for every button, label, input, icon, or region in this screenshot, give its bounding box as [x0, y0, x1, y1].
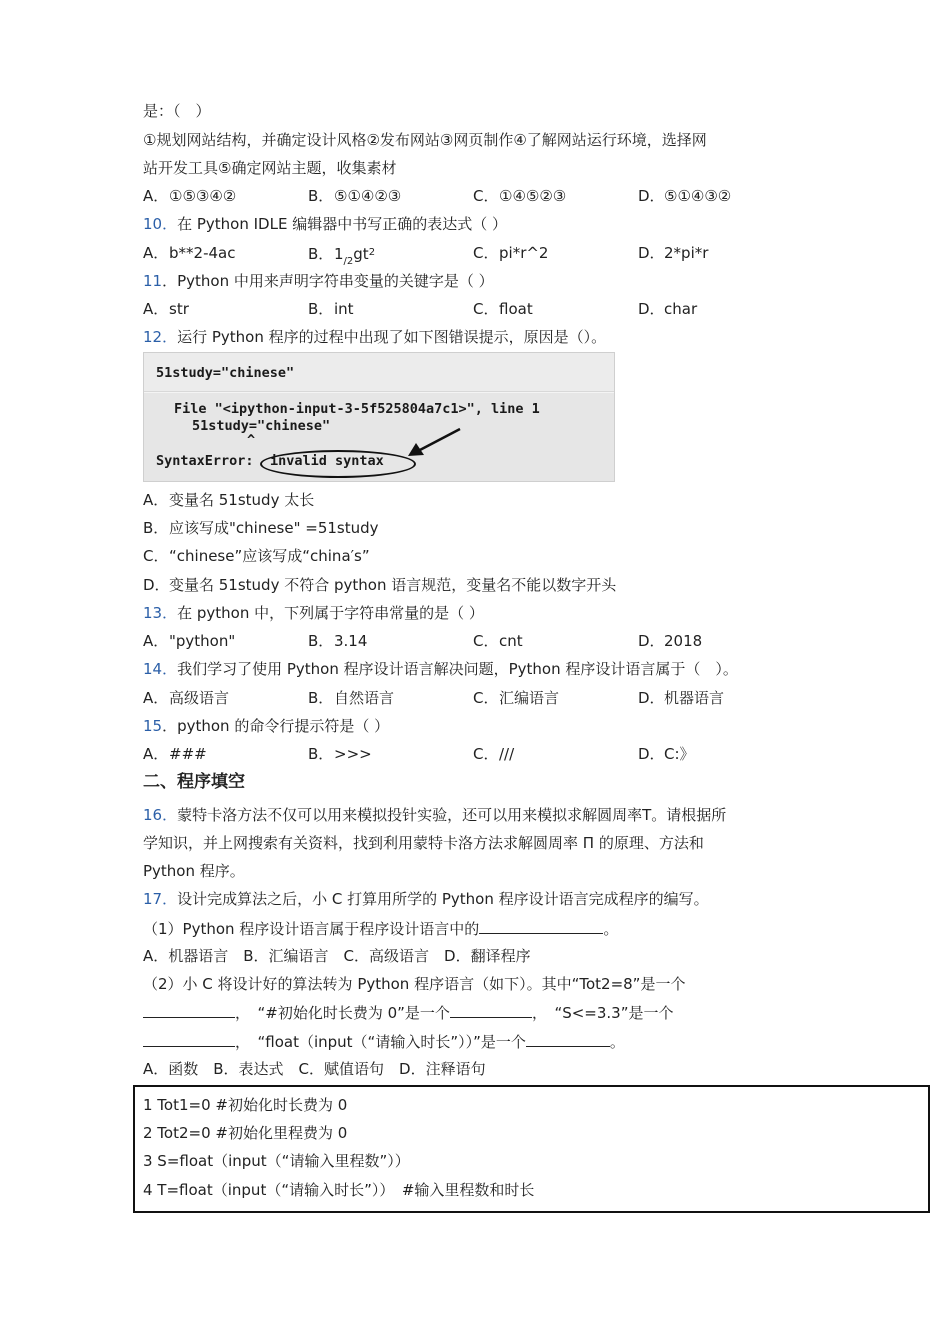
q10-number: 10．	[143, 215, 178, 233]
q11-option-a: A．str	[143, 300, 189, 318]
q11-option-d: D．char	[638, 300, 698, 318]
code-line: 3 S=float（input（“请输入里程数”））	[143, 1152, 410, 1170]
answer-blank-3[interactable]	[450, 1002, 532, 1018]
q10-stem: 10．在 Python IDLE 编辑器中书写正确的表达式（ ）	[143, 215, 507, 233]
q12-stem: 12．运行 Python 程序的过程中出现了如下图错误提示，原因是（）。	[143, 328, 607, 346]
answer-blank-2[interactable]	[143, 1002, 235, 1018]
q9-option-b: B．⑤①④②③	[308, 187, 402, 205]
q12-option-b: B．应该写成"chinese" =51study	[143, 519, 379, 537]
q15-option-c: C．///	[473, 745, 515, 763]
q10-option-c: C．pi*r^2	[473, 244, 549, 262]
q10-option-d: D．2*pi*r	[638, 244, 709, 262]
error-label: SyntaxError:	[156, 453, 254, 469]
q12-number: 12．	[143, 328, 178, 346]
q13-option-b: B．3.14	[308, 632, 368, 650]
error-file-line: File "<ipython-input-3-5f525804a7c1>", line 1	[174, 401, 540, 417]
q9-stem-tail: 是：（ ）	[143, 102, 211, 120]
q14-option-c: C．汇编语言	[473, 689, 560, 707]
q11-option-b: B．int	[308, 300, 354, 318]
q9-option-d: D．⑤①④③②	[638, 187, 732, 205]
q9-option-c: C．①④⑤②③	[473, 187, 567, 205]
q17-part1-options: A．机器语言 B．汇编语言 C．高级语言 D．翻译程序	[143, 947, 531, 965]
q15-stem: 15．python 的命令行提示符是（ ）	[143, 717, 390, 735]
q17-part2-line2: ， “#初始化时长费为 0”是一个 ， “S<=3.3”是一个	[143, 1002, 674, 1023]
q13-stem: 13．在 python 中，下列属于字符串常量的是（ ）	[143, 604, 484, 622]
q16-line1: 16．蒙特卡洛方法不仅可以用来模拟投针实验，还可以用来模拟求解圆周率T。请根据所	[143, 806, 727, 824]
q17-stem: 17．设计完成算法之后，小 C 打算用所学的 Python 程序设计语言完成程序的编写。	[143, 890, 709, 908]
q16-number: 16．	[143, 806, 178, 824]
q11-option-c: C．float	[473, 300, 533, 318]
q16-line2: 学知识，并上网搜索有关资料，找到利用蒙特卡洛方法求解圆周率 Π 的原理、方法和	[143, 834, 704, 852]
q11-number: 11	[143, 272, 163, 290]
code-line: 2 Tot2=0 #初始化里程费为 0	[143, 1124, 348, 1142]
section-heading: 二、程序填空	[143, 772, 245, 792]
q9-option-a: A．①⑤③④②	[143, 187, 237, 205]
q13-option-a: A．"python"	[143, 632, 236, 650]
error-message: invalid syntax	[270, 453, 384, 469]
q13-option-c: C．cnt	[473, 632, 523, 650]
q14-option-a: A．高级语言	[143, 689, 230, 707]
q14-option-b: B．自然语言	[308, 689, 395, 707]
q16-line3: Python 程序。	[143, 862, 245, 880]
error-caret: ^	[247, 432, 256, 448]
error-source-line: 51study="chinese"	[192, 418, 331, 434]
code-line: 4 T=float（input（“请输入时长”）） #输入里程数和时长	[143, 1181, 535, 1199]
q12-option-c: C．“chinese”应该写成“china′s”	[143, 547, 370, 565]
q11-stem: 11．Python 中用来声明字符串变量的关键字是（ ）	[143, 272, 494, 290]
q14-option-d: D．机器语言	[638, 689, 725, 707]
q17-part2-line1: （2）小 C 将设计好的算法转为 Python 程序语言（如下）。其中“Tot2=8”是一个	[143, 975, 686, 993]
q17-part2-options: A．函数 B．表达式 C．赋值语句 D．注释语句	[143, 1060, 486, 1078]
code-line: 1 Tot1=0 #初始化时长费为 0	[143, 1096, 348, 1114]
q15-option-a: A．###	[143, 745, 207, 763]
q15-option-d: D．C:》	[638, 745, 695, 763]
syntax-error-screenshot	[143, 352, 615, 482]
q14-number: 14．	[143, 660, 178, 678]
code-listing	[133, 1085, 930, 1213]
q13-option-d: D．2018	[638, 632, 703, 650]
q17-part2-line3: ， “float（input（“请输入时长”））”是一个 。	[143, 1031, 625, 1052]
q15-option-b: B．>>>	[308, 745, 372, 763]
answer-blank-1[interactable]	[479, 918, 603, 934]
error-code-line: 51study="chinese"	[156, 365, 295, 381]
answer-blank-4[interactable]	[143, 1031, 235, 1047]
q9-steps-line1: ①规划网站结构，并确定设计风格②发布网站③网页制作④了解网站运行环境，选择网	[143, 131, 707, 149]
arrow-icon	[404, 425, 464, 459]
q17-number: 17．	[143, 890, 178, 908]
q15-number: 15	[143, 717, 163, 735]
q17-part1: （1）Python 程序设计语言属于程序设计语言中的 。	[143, 920, 619, 938]
highlight-oval	[260, 450, 416, 478]
q12-option-a: A．变量名 51study 太长	[143, 491, 315, 509]
q12-option-d: D．变量名 51study 不符合 python 语言规范，变量名不能以数字开头	[143, 576, 617, 594]
q14-stem: 14．我们学习了使用 Python 程序设计语言解决问题，Python 程序设计语言属于（ ）。	[143, 660, 738, 678]
answer-blank-5[interactable]	[526, 1031, 610, 1047]
q10-option-a: A．b**2-4ac	[143, 244, 236, 262]
q10-option-b: B．$1_{/2}gt^2$	[308, 245, 376, 267]
q13-number: 13．	[143, 604, 178, 622]
q9-steps-line2: 站开发工具⑤确定网站主题，收集素材	[143, 159, 397, 177]
